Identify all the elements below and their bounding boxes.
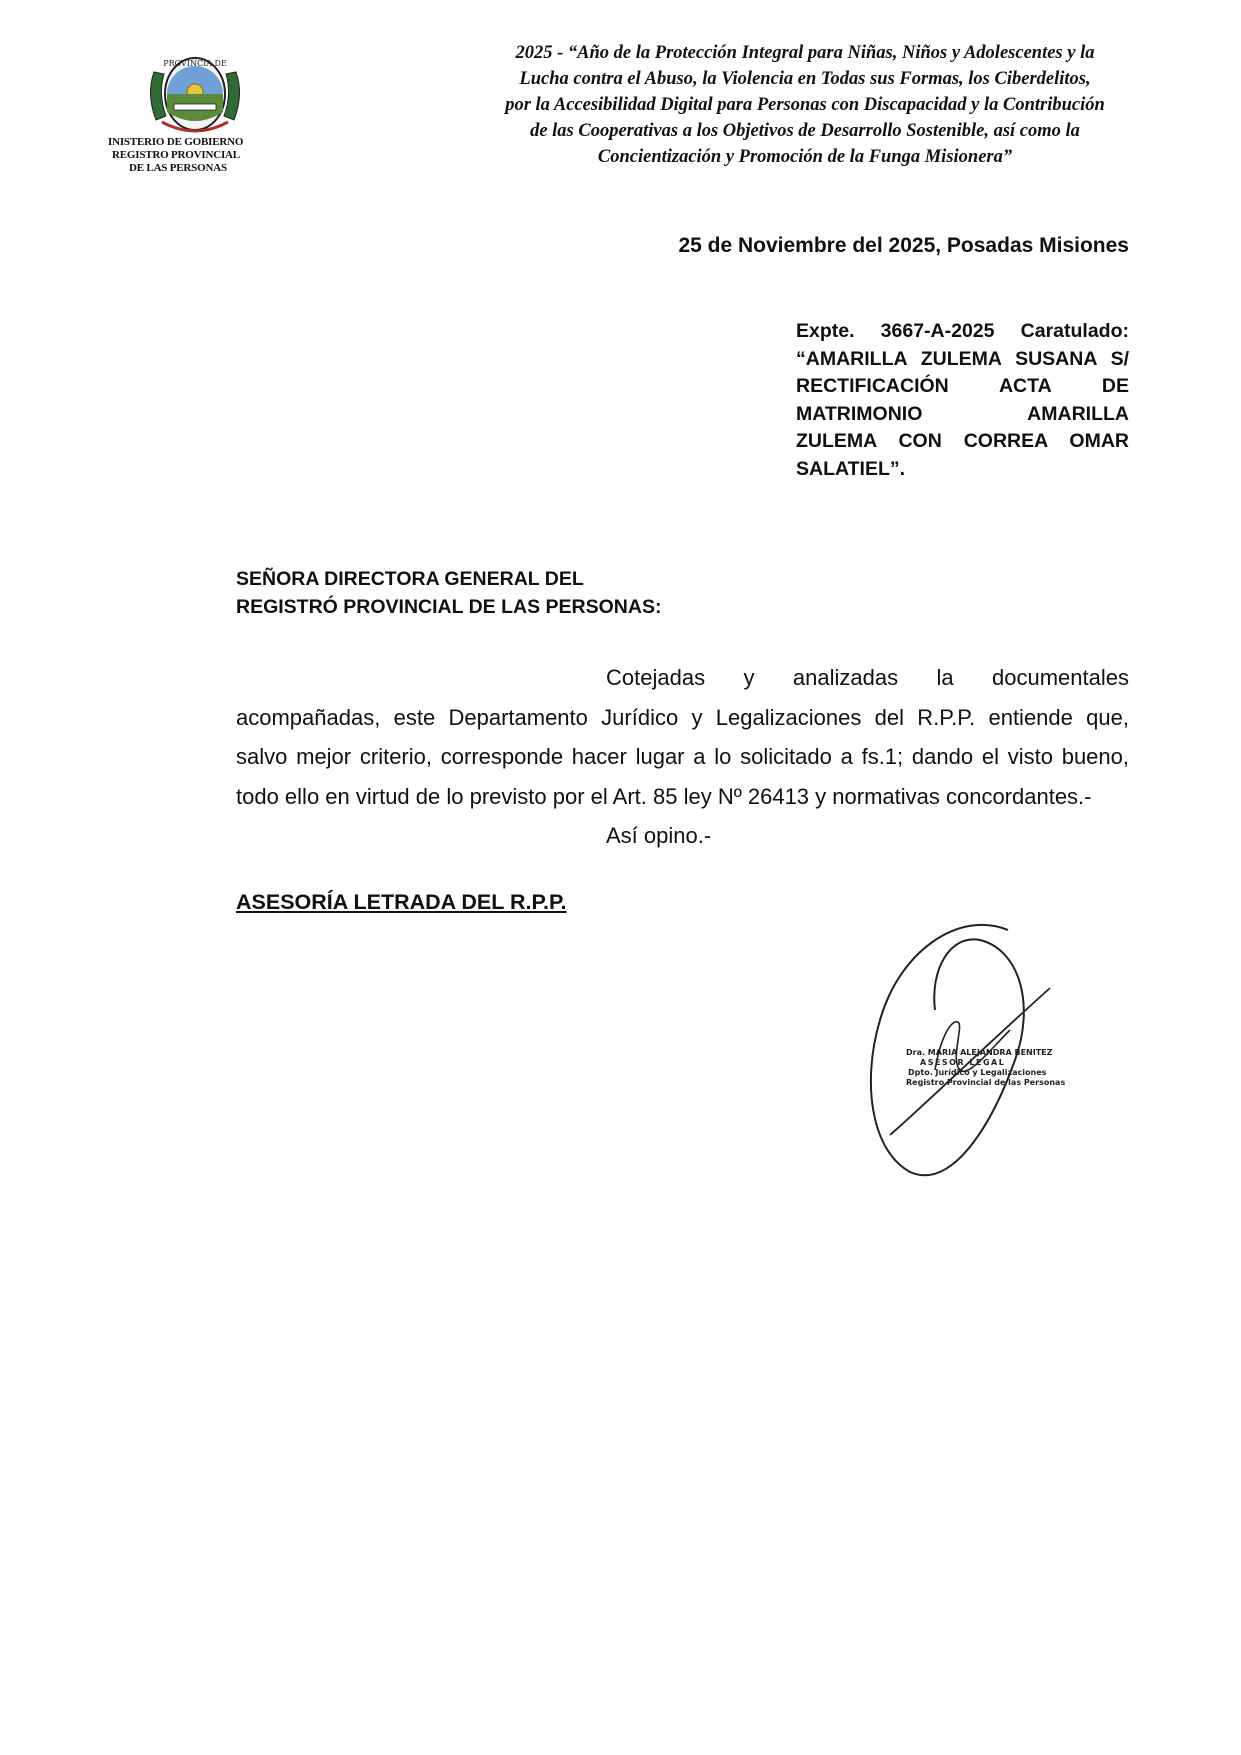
motto-line: por la Accesibilidad Digital para Personas con Discapacidad y la Contribución bbox=[505, 95, 1105, 115]
case-reference-line: ZULEMA CON CORREA OMAR bbox=[796, 430, 1129, 452]
motto-line: Lucha contra el Abuso, la Violencia en Todas sus Formas, los Ciberdelitos, bbox=[519, 69, 1091, 89]
motto-line: Concientización y Promoción de la Funga Misionera” bbox=[597, 147, 1013, 167]
addressee bbox=[236, 566, 661, 621]
provincial-seal-icon bbox=[140, 54, 250, 134]
ministry-line: INISTERIO DE GOBIERNO bbox=[108, 136, 244, 148]
body-line: Cotejadas y analizadas la documentales bbox=[606, 665, 1129, 690]
body-line: acompañadas, este Departamento Jurídico y Legalizaciones del R.P.P. entiende que, bbox=[236, 704, 1129, 730]
year-motto bbox=[455, 40, 1155, 170]
case-reference bbox=[796, 318, 1129, 483]
stamp-line: ASESOR LEGAL bbox=[920, 1058, 1006, 1067]
ministry-line: DE LAS PERSONAS bbox=[129, 162, 227, 174]
signoff-title: ASESORÍA LETRADA DEL R.P.P. bbox=[236, 890, 567, 914]
case-reference-line: Expte. 3667-A-2025 Caratulado: bbox=[796, 320, 1129, 342]
svg-text:PROVINCIA DE: PROVINCIA DE bbox=[163, 59, 227, 68]
stamp-line: Dra. MARIA ALEJANDRA BENITEZ bbox=[906, 1048, 1053, 1057]
ministry-line: REGISTRO PROVINCIAL bbox=[112, 149, 240, 161]
signature-block bbox=[840, 910, 1070, 1190]
signature-stamp bbox=[906, 1048, 1066, 1088]
stamp-line: Registro Provincial de las Personas bbox=[906, 1078, 1066, 1087]
ministry-name bbox=[108, 136, 278, 175]
case-reference-line: MATRIMONIO AMARILLA bbox=[796, 402, 1129, 425]
body-line: salvo mejor criterio, corresponde hacer lugar a lo solicitado a fs.1; dando el visto bueno, bbox=[236, 744, 1129, 769]
date-line: 25 de Noviembre del 2025, Posadas Misiones bbox=[678, 234, 1129, 257]
body-paragraph bbox=[236, 658, 1129, 856]
case-reference-line: SALATIEL”. bbox=[796, 457, 906, 480]
motto-line: de las Cooperativas a los Objetivos de Desarrollo Sostenible, así como la bbox=[530, 121, 1080, 141]
stamp-line: Dpto. Jurídico y Legalizaciones bbox=[908, 1068, 1047, 1077]
case-reference-line: RECTIFICACIÓN ACTA DE bbox=[796, 375, 1129, 397]
motto-line: 2025 - “Año de la Protección Integral para Niñas, Niños y Adolescentes y la bbox=[515, 43, 1095, 63]
addressee-line: REGISTRÓ PROVINCIAL DE LAS PERSONAS: bbox=[236, 595, 662, 618]
body-line: todo ello en virtud de lo previsto por el Art. 85 ley Nº 26413 y normativas concordantes.- bbox=[236, 783, 1092, 809]
closing-line: Así opino.- bbox=[606, 823, 712, 848]
case-reference-line: “AMARILLA ZULEMA SUSANA S/ bbox=[796, 347, 1129, 370]
addressee-line: SEÑORA DIRECTORA GENERAL DEL bbox=[236, 568, 584, 590]
